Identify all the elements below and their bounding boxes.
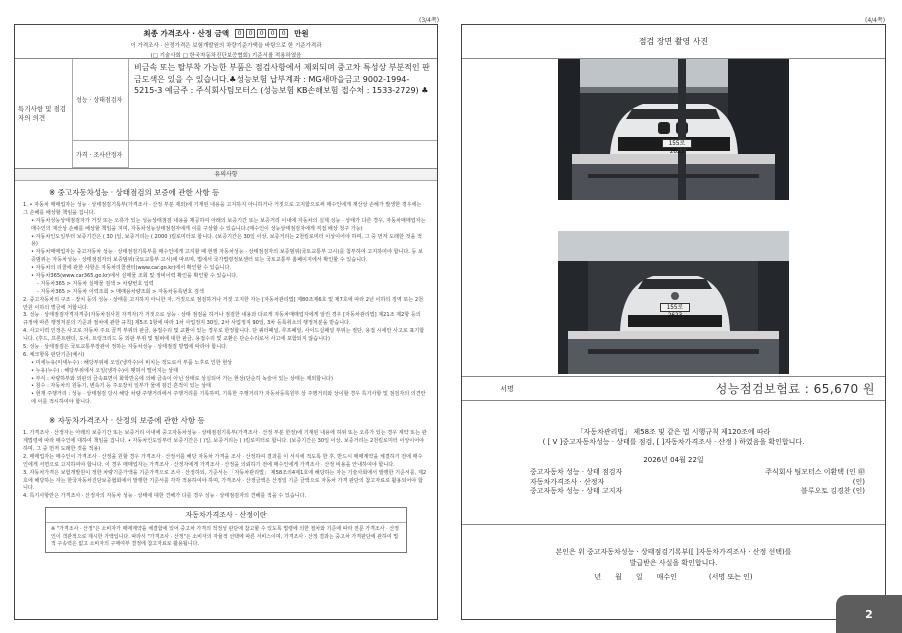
section2-clauses xyxy=(15,430,437,501)
notice-heading: 유의사항 xyxy=(15,169,437,181)
clause-item: 6. 체크항목 판단기준(예시) xyxy=(23,351,85,358)
law-reference-line1: 「자동차관리법」 제58조 및 같은 법 시행규칙 제120조에 따라 xyxy=(576,428,771,436)
final-price-header xyxy=(15,25,437,59)
amount-boxes xyxy=(235,29,288,38)
law-reference-line2: ( [ V ]중고자동차성능 · 상태를 점검, [ ]자동차가격조사 · 산정 ) 하였음을 확인합니다. xyxy=(542,438,805,447)
left-document-page xyxy=(14,24,438,620)
clause-item: 5. 성능 · 상태점검은 국토교통부장관이 정하는 자동차성능 · 상태점검 방법에 따라야 합니다. xyxy=(23,344,228,351)
buyer-acknowledgement xyxy=(462,525,885,583)
opinion-label: 특기사항 및 점검자의 의견 xyxy=(15,59,73,168)
signer-value: 블루오토 김경찬 (인) xyxy=(800,487,865,496)
front-license-plate: 155로2623 xyxy=(662,139,692,148)
amount-digit: 0 xyxy=(235,29,244,38)
clause-item: • 자동차의 리콜에 관한 사항은 자동차리콜센터(www.car.go.kr)에서 확인할 수 있습니다. xyxy=(31,265,231,272)
amount-digit: 0 xyxy=(257,29,266,38)
signer-row xyxy=(530,478,865,487)
section1-title: ※ 중고자동차성능 · 상태점검의 보증에 관한 사항 등 xyxy=(49,188,220,197)
ack-sign-placeholder: (서명 또는 인) xyxy=(708,573,753,581)
right-document-page xyxy=(461,24,886,620)
ack-buyer: 매수인 xyxy=(656,573,677,581)
clause-item: • 누유(누수) : 해당부위에서 오일(냉각수)이 맺혀서 떨어지는 상태 xyxy=(31,367,179,374)
acknowledgement-date-sign xyxy=(462,572,885,583)
signature-fee-row xyxy=(462,377,885,401)
clause-item: • 자동차성능상태점검자가 거짓 또는 오류가 있는 성능상태점검 내용을 제공하여 아래의 보증기간 또는 보증거리 이내에 자동차의 실제 성능 · 상태가 다른 경우, 자동차매매업자는 매수인의 재산상 손해를 배상할 책임을 지며, 자동차성능상태점검자에게 이를 구상할 수 있습니다.(매수인이 성능상태점검자에게 직접 배상 청구 가능) xyxy=(31,217,426,232)
amount-digit: 0 xyxy=(279,29,288,38)
signer-list xyxy=(530,468,865,496)
final-price-title: 최종 가격조사 · 산정 금액 xyxy=(143,29,230,38)
clause-item: 4. 특기사항란은 가격조사 · 산정자의 자동차 성능 · 상태에 대한 견해가 다를 경우 성능 · 상태점검자의 견해를 적을 수 있습니다. xyxy=(23,493,307,500)
ack-year: 년 xyxy=(594,573,602,581)
acknowledgement-line2: 발급받은 사실을 확인합니다. xyxy=(629,558,718,567)
clause-item: 3. 자동차가격은 보험개발원이 정한 차량기준가액을 기준가격으로 조사 · 산정하되, 기준서는 「자동차관리법」 제58조의4제1호에 해당하는 자는 기술사회에서 발행한 기준서를, 제2호에 해당하는 자는 한국자동차진단보증협회에서 발행한 기준서를 각각 적용하여야 하며, 가격조사 · 산정금액은 산정일 기준 금액으로 자동차 가격 판단의 참고자료로 활용되어야 합니다. xyxy=(23,469,427,492)
amount-digit: 0 xyxy=(246,29,255,38)
left-page-label: (3/4쪽) xyxy=(419,17,440,24)
ack-month: 월 xyxy=(615,573,622,581)
signer-row xyxy=(530,487,865,496)
inspector-label: 성능 · 상태점검자 xyxy=(73,59,129,141)
signer-role: 자동차가격조사 · 산정자 xyxy=(530,477,605,486)
signer-value: 주식회사 팀모터스 이환택 (인 ㊞ xyxy=(765,468,865,477)
clause-item: - 자동차365 > 자동차 이력조회 > 매매용차량조회 > 자동차등록번호 검색 xyxy=(37,288,204,295)
inspection-insurance-fee: 성능점검보험료 : 65,670 원 xyxy=(715,382,875,396)
rear-inspection-photo xyxy=(558,231,789,374)
photo-section-title: 점검 장면 촬영 사진 xyxy=(462,25,885,59)
clause-item: • 자동차매매업자는 중고자동차 성능 · 상태점검기록부를 매수인에게 고지할 때 현행 자동차성능 · 상태점검자의 보증범위(국토교통부 고시)를 첨부하여 고지하여야 합니다. 등 보증범위는 자동차성능 · 상태점검자의 보증범위(국토교통부 고시)에 따르며, 법에서 국가법령정보센터 또는 국토교통부 홈페이지에서 확인할 수 있습니다. xyxy=(31,249,423,264)
price-standard-options: (□ 기술사회 □ 한국자동차진단보증협회) 기준서를 적용하였음 xyxy=(150,53,302,59)
price-assessor-label: 가격 · 조사산정자 xyxy=(73,141,129,168)
inspection-photos xyxy=(462,59,885,377)
confirmation-section xyxy=(462,401,885,525)
clause-item: 2. 매매업자는 매수인이 가격조사 · 산정을 원할 경우 가격조사 · 산정서를 해당 자동차 가격을 조사 · 산정하여 결과를 이 서식에 적도록 한 후, 반드시 매매계약을 체결하기 전에 매수인에게 서면으로 고지하여야 합니다. 이 경우 매매업자는 가격조사 · 산정자에게 가격조사 · 산정을 의뢰하기 전에 매수인에게 가격조사 · 산정 비용을 안내하여야 합니다. xyxy=(23,453,423,468)
amount-digit: 0 xyxy=(268,29,277,38)
opinion-table xyxy=(15,59,437,169)
confirmation-date: 2026년 04월 22일 xyxy=(643,456,704,465)
signature-label: 서명 xyxy=(500,385,514,393)
amount-unit: 만원 xyxy=(294,29,309,38)
ack-day: 일 xyxy=(635,573,643,581)
clause-item: 1. • 자동차 매매업자는 성능 · 상태점검기록부(가격조사 · 산정 부분 제외)에 기재된 내용을 고지하지 아니하거나 거짓으로 고지함으로써 매수인에게 재산상 손해가 발생한 경우에는 그 손해를 배상할 책임을 집니다. xyxy=(23,202,422,216)
signer-role: 중고자동차 성능 · 상태 점검자 xyxy=(530,468,623,477)
clause-item: • 현재 주행거리 : 성능 · 상태점검 당시 해당 차량 주행거리에서 주행거리를 기록하며, 기록한 주행거리가 자동차등록원부 상 주행거리와 상이할 경우 특기사항 및 점검자의 의견란에 이를 적시하여야 합니다. xyxy=(31,391,426,406)
inspector-opinion-text: 비금속 또는 탈부착 가능한 부품은 점검사항에서 제외되며 중고차 특성상 부분적인 판금도색은 있을 수 있습니다.♣성능보험 납부계좌 : MG새마을금고 9002-1994-5215-3 예금주 : 주식회사팀모터스 (성능보험 KB손해보험 접수처 : 1533-2729) ♣ xyxy=(129,59,437,141)
clause-item: • 부식 : 차량하부와 외판의 금속표면이 화학반응에 의해 금속이 아닌 상태로 상실되어 가는 현상(단순히 녹슬어 있는 상태는 제외합니다) xyxy=(31,375,333,382)
definition-text: ※ "가격조사 · 산정"은 소비자가 매매계약을 체결함에 있어 중고차 가격의 적정성 판단에 참고할 수 있도록 법령에 의한 절차와 기준에 따라 전문 가격조사 · 산정인이 객관적으로 제시한 가액입니다. 따라서 "가격조사 · 산정"은 소비자의 자율적 선택에 따른 서비스이며, 가격조사 · 산정 결과는 중고차 가격판단에 관하여 법적 구속력은 없고 소비자의 구매여부 결정에 참고자료로 활용됩니다. xyxy=(51,526,399,548)
clause-item: 4. 사고이력 인정은 사고로 자동차 주요 골격 부위의 판금, 용접수리 및 교환이 있는 경우로 한정합니다. 단 쿼터패널, 루프패널, 사이드실패널 부위는 절단, 용접 시에만 사고로 표기합니다. (후드, 프론트펜더, 도어, 트렁크리드 등 외판 부위 및 범퍼에 대한 판금, 용접수리 및 교환은 단순수리로서 사고에 포함되지 않습니다) xyxy=(23,328,425,343)
price-note: 이 가격조사 · 산정가격은 보험개발원의 차량기준가액을 바탕으로 한 기준가격과 xyxy=(130,43,322,49)
clause-item: 3. 성능 · 상태점검자격자격증(자동차검사원 자격자)가 거짓으로 성능 · 상태 점검을 하거나 점검한 내용과 다르게 자동차매매업자에게 알린 경우 [자동차관리법] 제21조 제2항 등의 규정에 따른 행정처분의 기준과 절차에 관한 규칙] 제5조 1항에 따라 1차 사업정지 30일, 2차 사업정지 90일, 3차 등록취소의 행정처분을 받습니다. xyxy=(23,312,421,327)
page-number-badge[interactable]: 2 xyxy=(836,595,902,633)
acknowledgement-line1: 본인은 위 중고자동차성능 · 상태점검기록부([ ]자동차가격조사 · 산정 선택)를 xyxy=(555,548,792,556)
clause-item: - 자동차365 > 자동차 실매물 검색 > 차량번호 입력 xyxy=(37,280,154,287)
clause-item: • 침수 : 자동차의 원동기, 변속기 등 주요장치 일부가 물에 잠긴 흔적이 있는 상태 xyxy=(31,383,211,390)
price-assessor-opinion-text xyxy=(129,141,437,168)
clause-item: 2. 중고자동차의 구조 · 장치 등의 성능 · 상태를 고지하지 아니한 자, 거짓으로 점검하거나 거짓 고지한 자는 [자동차관리법] 제80조제6호 및 제7호에 따라 2년 이하의 징역 또는 2천만원 이하의 벌금에 처합니다. xyxy=(23,296,423,311)
section1-clauses xyxy=(15,202,437,407)
right-page-label: (4/4쪽) xyxy=(865,17,886,24)
signer-value: (인) xyxy=(852,477,865,486)
front-inspection-photo xyxy=(558,59,789,200)
definition-box xyxy=(45,507,407,553)
clause-item: • 자동차365(www.car365.go.kr)에서 실매물 조회 및 정비이력 확인을 확인할 수 있습니다. xyxy=(31,273,238,280)
rear-license-plate: 155로2623 xyxy=(660,303,690,312)
clause-item: • 자동차인도일부터 보증기간은 ( 30 )일, 보증거리는 ( 2000 )킬로미터로 합니다. (보증기간은 30일 이상, 보증거리는 2천킬로미터 이상이어야 하며, 그 중 먼저 도래한 것을 적용) xyxy=(31,233,422,248)
signer-row xyxy=(530,468,865,477)
signer-role: 중고자동차 성능 · 상태 고지자 xyxy=(530,487,623,496)
definition-title: 자동차가격조사 · 산정이란 xyxy=(46,508,406,523)
clause-item: 1. 가격조사 · 산정자는 아래의 보증기간 또는 보증거리 이내에 중고자동차성능 · 상태점검기록부(가격조사 · 산정 부분 한정)에 기재된 내용에 허위 또는 오류가 있는 경우 계약 또는 관계법령에 따라 매수인에 대하여 책임을 집니다. • 자동차인도일부터 보증기간은 ( )일, 보증거리는 ( )킬로미터로 합니다. (보증기간은 30일 이상, 보증거리는 2천킬로미터 이상이어야 하며, 그 중 먼저 도래한 것을 적용) xyxy=(23,430,427,452)
section2-title: ※ 자동차가격조사 · 산정의 보증에 관한 사항 등 xyxy=(49,416,205,426)
clause-item: • 미세누유(미세누수) : 해당부위에 오일(냉각수)이 비치는 정도로서 부품 노후로 인한 현상 xyxy=(31,359,233,366)
